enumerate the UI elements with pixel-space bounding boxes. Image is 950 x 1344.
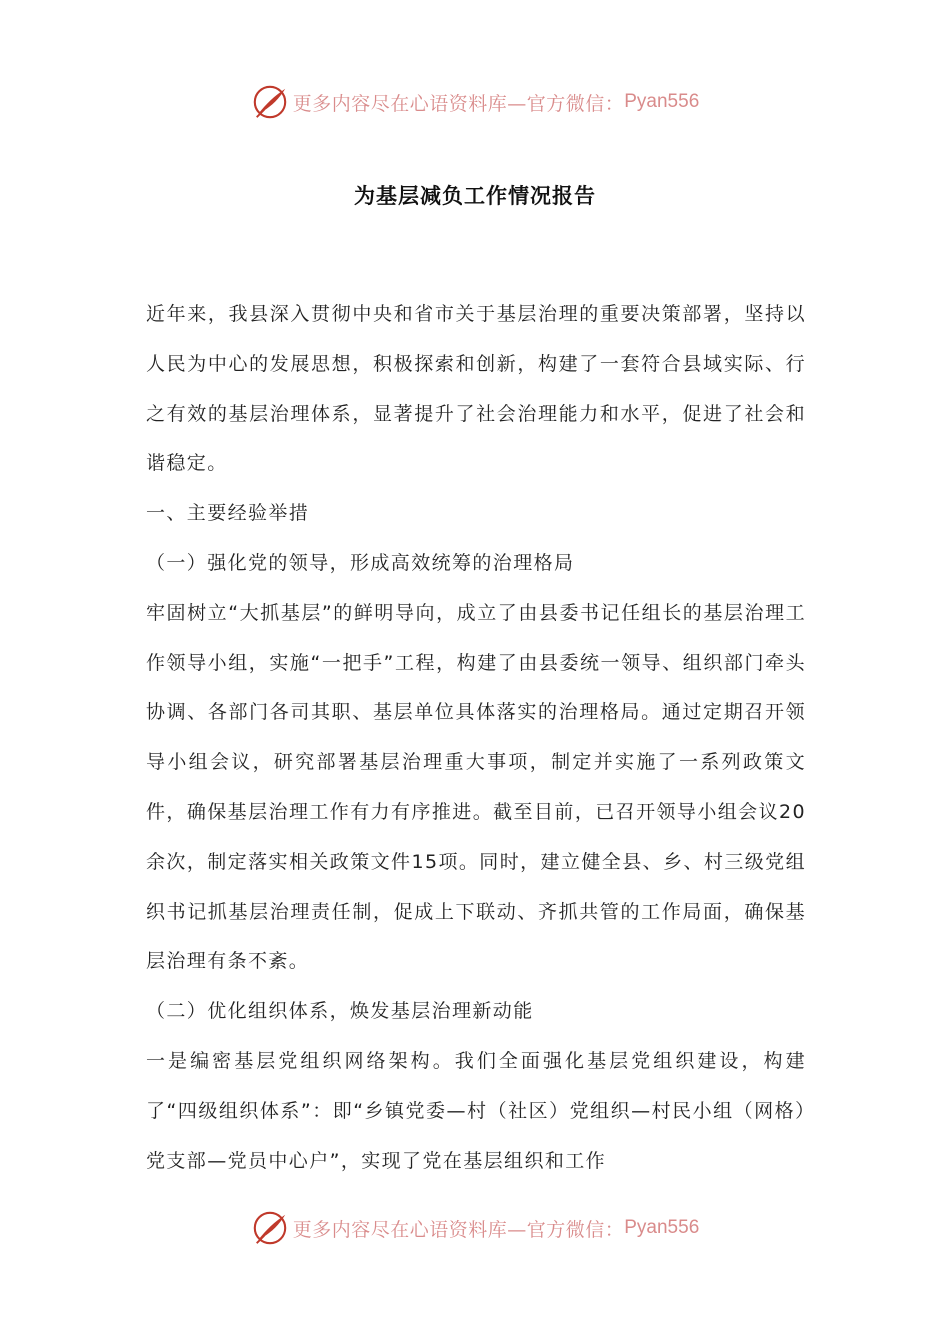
header-watermark <box>0 82 950 122</box>
body-paragraph: 一是编密基层党组织网络架构。我们全面强化基层党组织建设，构建了“四级组织体系”：即“乡镇党委—村（社区）党组织—村民小组（网格）党支部—党员中心户”，实现了党在基层组织和工作 <box>146 1049 806 1172</box>
subsection-heading: （一）强化党的领导，形成高效统筹的治理格局 <box>146 551 575 574</box>
feather-pen-logo-icon <box>251 1209 289 1247</box>
watermark-text: 更多内容尽在心语资料库—官方微信： <box>292 1218 625 1241</box>
section-heading: 一、主要经验举措 <box>146 502 310 525</box>
feather-pen-logo-icon <box>251 83 289 121</box>
watermark-wechat-id: Pyan556 <box>624 91 700 112</box>
footer-watermark <box>0 1208 950 1248</box>
document-body <box>146 290 806 1186</box>
document-title: 为基层减负工作情况报告 <box>354 184 596 208</box>
watermark-wechat-id: Pyan556 <box>624 1217 700 1238</box>
body-paragraph: 牢固树立“大抓基层”的鲜明导向，成立了由县委书记任组长的基层治理工作领导小组，实施“一把手”工程，构建了由县委统一领导、组织部门牵头协调、各部门各司其职、基层单位具体落实的治理格局。通过定期召开领导小组会议，研究部署基层治理重大事项，制定并实施了一系列政策文件，确保基层治理工作有力有序推进。截至目前，已召开领导小组会议20余次，制定落实相关政策文件15项。同时，建立健全县、乡、村三级党组织书记抓基层治理责任制，促成上下联动、齐抓共管的工作局面，确保基层治理有条不紊。 <box>146 601 806 973</box>
watermark-text: 更多内容尽在心语资料库—官方微信： <box>292 92 625 115</box>
intro-paragraph: 近年来，我县深入贯彻中央和省市关于基层治理的重要决策部署，坚持以人民为中心的发展思想，积极探索和创新，构建了一套符合县域实际、行之有效的基层治理体系，显著提升了社会治理能力和水平，促进了社会和谐稳定。 <box>146 303 806 475</box>
subsection-heading: （二）优化组织体系，焕发基层治理新动能 <box>146 1000 534 1023</box>
